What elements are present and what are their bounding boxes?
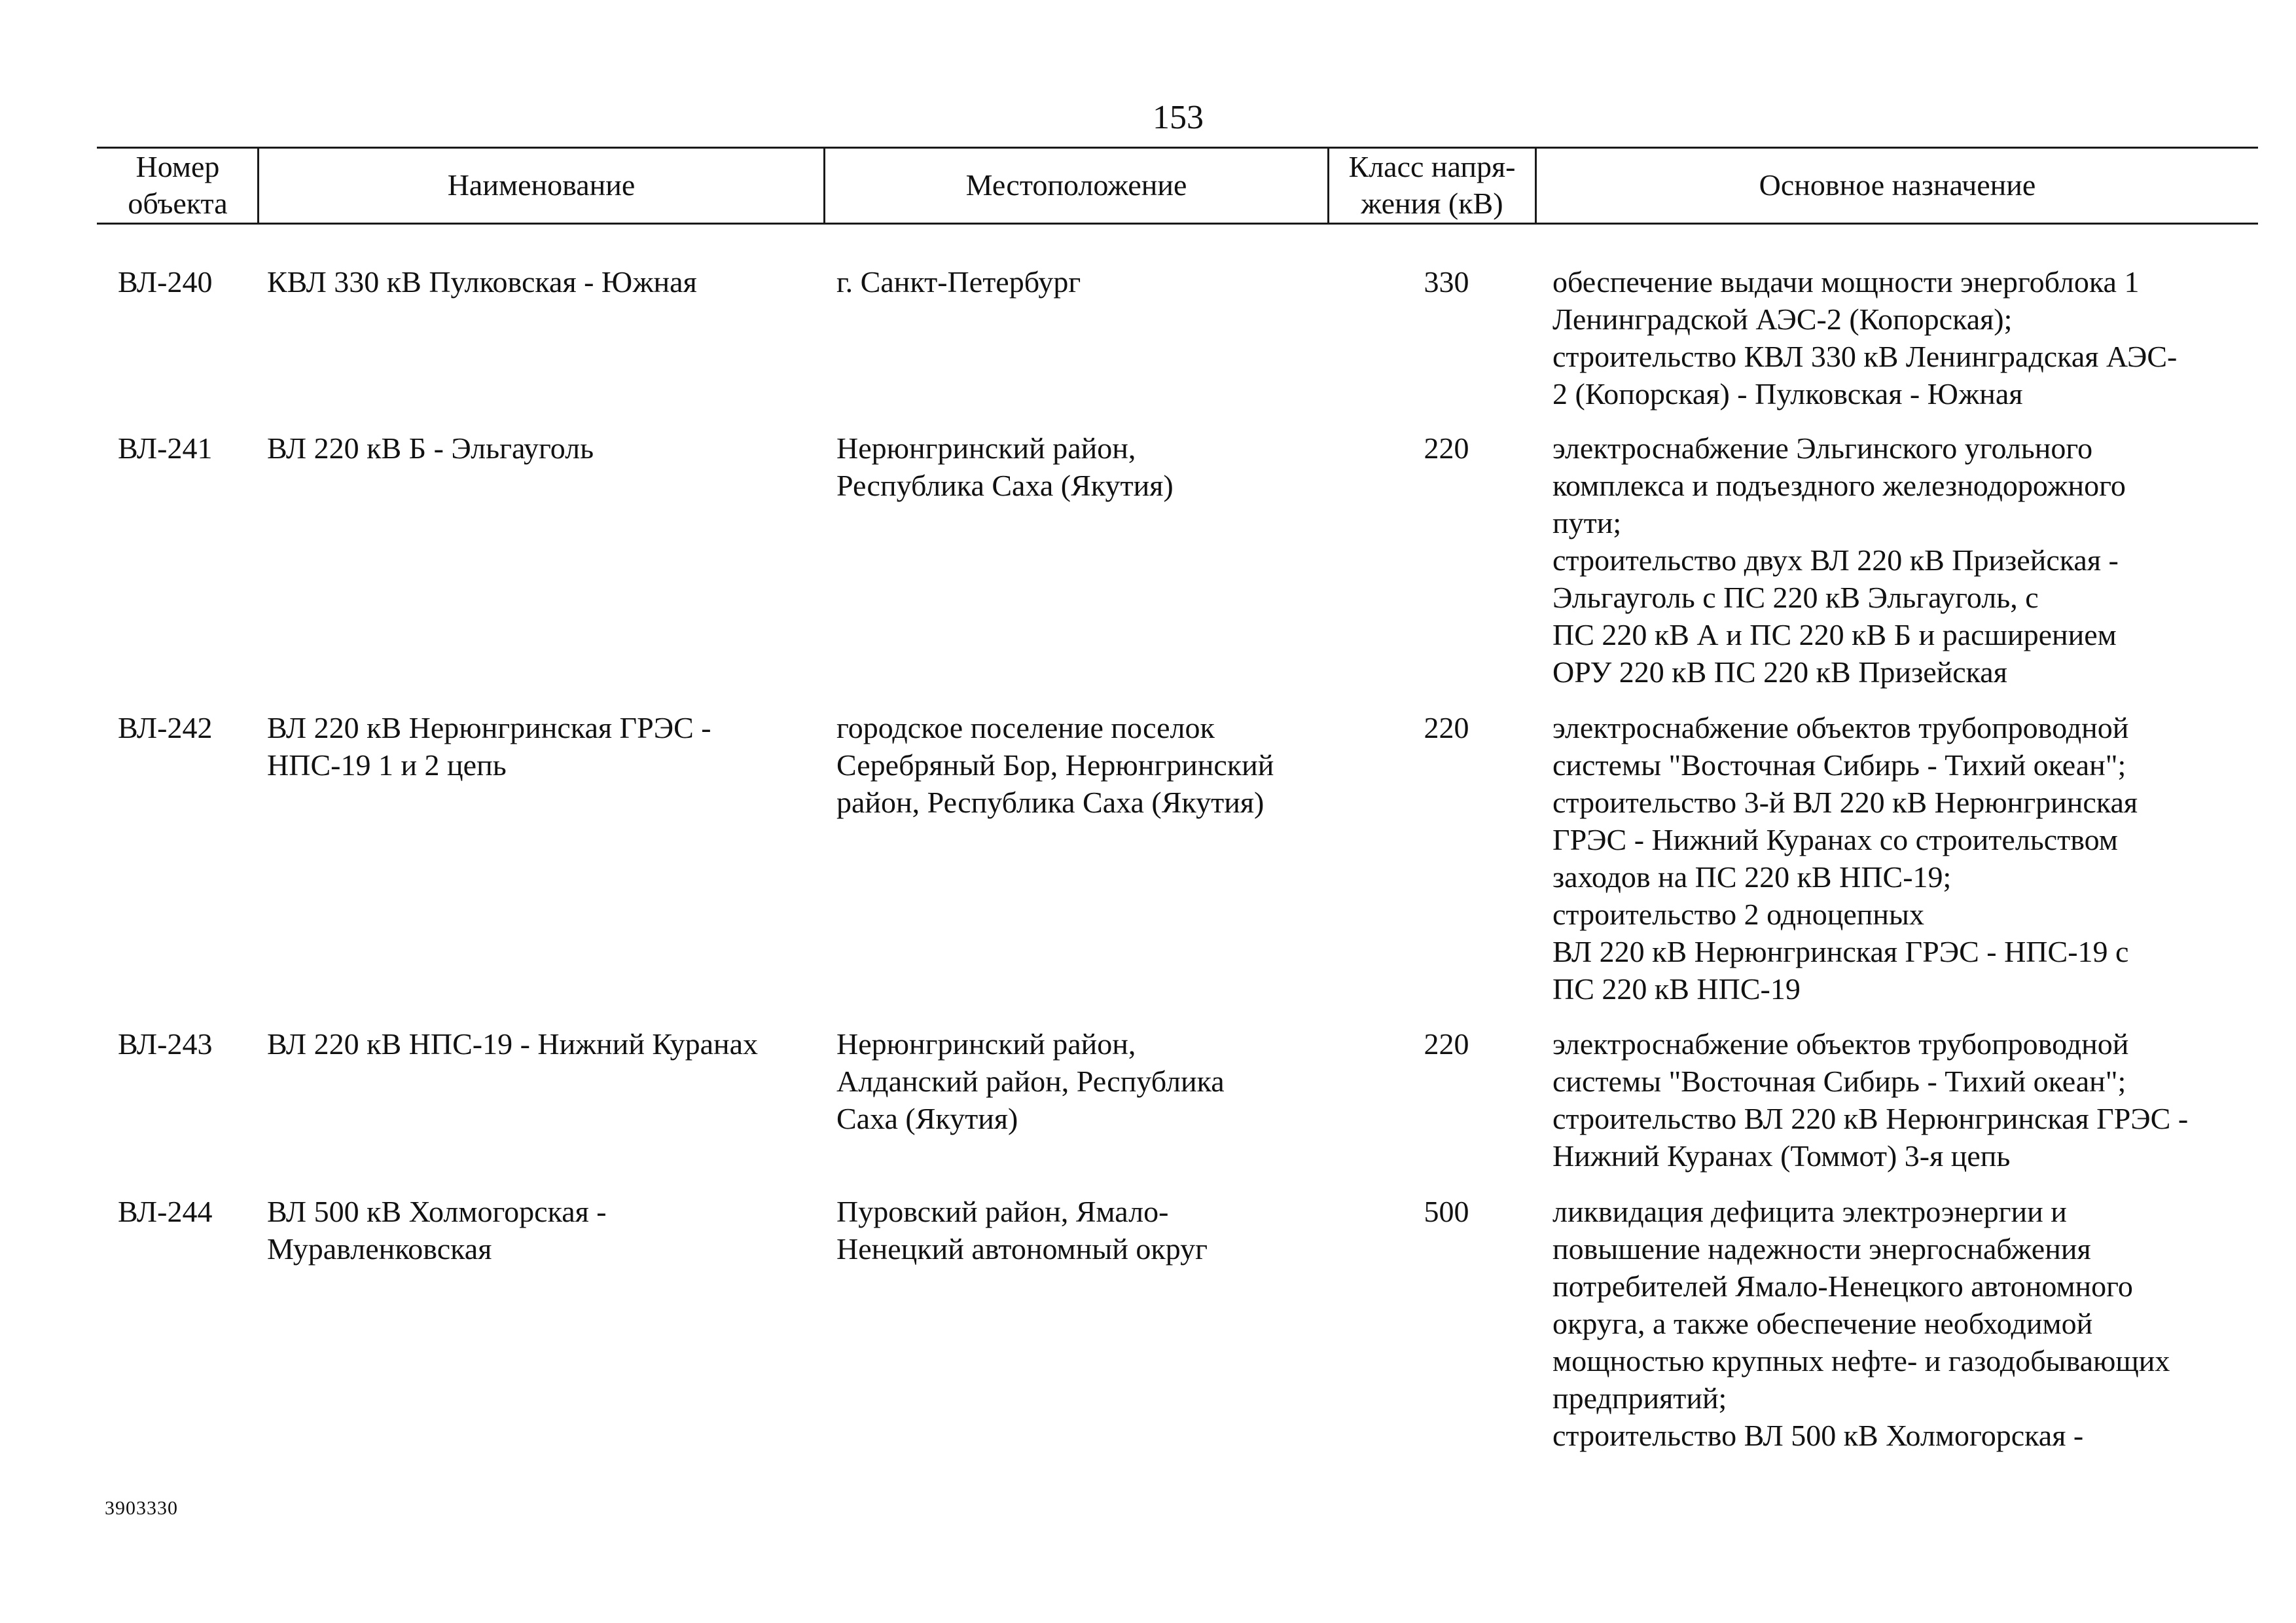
- object-location: городское поселение поселок Серебряный Бор, Нерюнгринский район, Республика Саха (Якутия): [836, 711, 1274, 819]
- object-location: г. Санкт-Петербург: [836, 265, 1081, 299]
- object-number: ВЛ-242: [118, 711, 213, 744]
- object-number: ВЛ-240: [118, 265, 213, 299]
- header-voltage: Класс напря- жения (кВ): [1348, 150, 1516, 220]
- object-voltage: 220: [1424, 711, 1469, 744]
- object-name: КВЛ 330 кВ Пулковская - Южная: [267, 265, 697, 299]
- object-voltage: 220: [1424, 1027, 1469, 1061]
- header-location: Местоположение: [965, 168, 1187, 202]
- header-purpose: Основное назначение: [1759, 168, 2036, 202]
- object-location: Нерюнгринский район, Алданский район, Республика Саха (Якутия): [836, 1027, 1225, 1135]
- object-voltage: 330: [1424, 265, 1469, 299]
- header-number: Номер объекта: [128, 150, 228, 220]
- object-voltage: 220: [1424, 431, 1469, 465]
- object-location: Пуровский район, Ямало- Ненецкий автономный округ: [836, 1195, 1208, 1266]
- object-name: ВЛ 220 кВ Нерюнгринская ГРЭС - НПС-19 1 и 2 цепь: [267, 711, 711, 782]
- document-code: 3903330: [105, 1497, 178, 1519]
- object-purpose: ликвидация дефицита электроэнергии и повышение надежности энергоснабжения потребителей Ямало-Ненецкого автономного округа, а также обеспечение необходимой мощностью крупных нефте- и газодобывающих предприятий; строительство ВЛ 500 кВ Холмогорская -: [1552, 1195, 2170, 1452]
- object-purpose: электроснабжение объектов трубопроводной системы "Восточная Сибирь - Тихий океан"; строительство 3-й ВЛ 220 кВ Нерюнгринская ГРЭС - Нижний Куранах со строительством заходов на ПС 220 кВ НПС-19; строительство 2 одноцепных ВЛ 220 кВ Нерюнгринская ГРЭС - НПС-19 с ПС 220 кВ НПС-19: [1552, 711, 2138, 1006]
- object-purpose: электроснабжение Эльгинского угольного комплекса и подъездного железнодорожного пути; строительство двух ВЛ 220 кВ Призейская - Эльгауголь с ПС 220 кВ Эльгауголь, с ПС 220 кВ А и ПС 220 кВ Б и расширением ОРУ 220 кВ ПС 220 кВ Призейская: [1552, 431, 2126, 689]
- object-name: ВЛ 220 кВ НПС-19 - Нижний Куранах: [267, 1027, 759, 1061]
- object-number: ВЛ-244: [118, 1195, 213, 1228]
- header-bottom-rule: [97, 223, 2258, 225]
- header-name: Наименование: [447, 168, 636, 202]
- object-number: ВЛ-243: [118, 1027, 213, 1061]
- object-voltage: 500: [1424, 1195, 1469, 1228]
- object-name: ВЛ 500 кВ Холмогорская - Муравленковская: [267, 1195, 607, 1266]
- object-purpose: обеспечение выдачи мощности энергоблока 1 Ленинградской АЭС-2 (Копорская); строительство КВЛ 330 кВ Ленинградская АЭС- 2 (Копорская) - Пулковская - Южная: [1552, 265, 2178, 410]
- object-name: ВЛ 220 кВ Б - Эльгауголь: [267, 431, 594, 465]
- page-number: 153: [1153, 99, 1204, 136]
- object-number: ВЛ-241: [118, 431, 213, 465]
- object-purpose: электроснабжение объектов трубопроводной системы "Восточная Сибирь - Тихий океан"; строительство ВЛ 220 кВ Нерюнгринская ГРЭС - Нижний Куранах (Томмот) 3-я цепь: [1552, 1027, 2189, 1173]
- object-location: Нерюнгринский район, Республика Саха (Якутия): [836, 431, 1174, 502]
